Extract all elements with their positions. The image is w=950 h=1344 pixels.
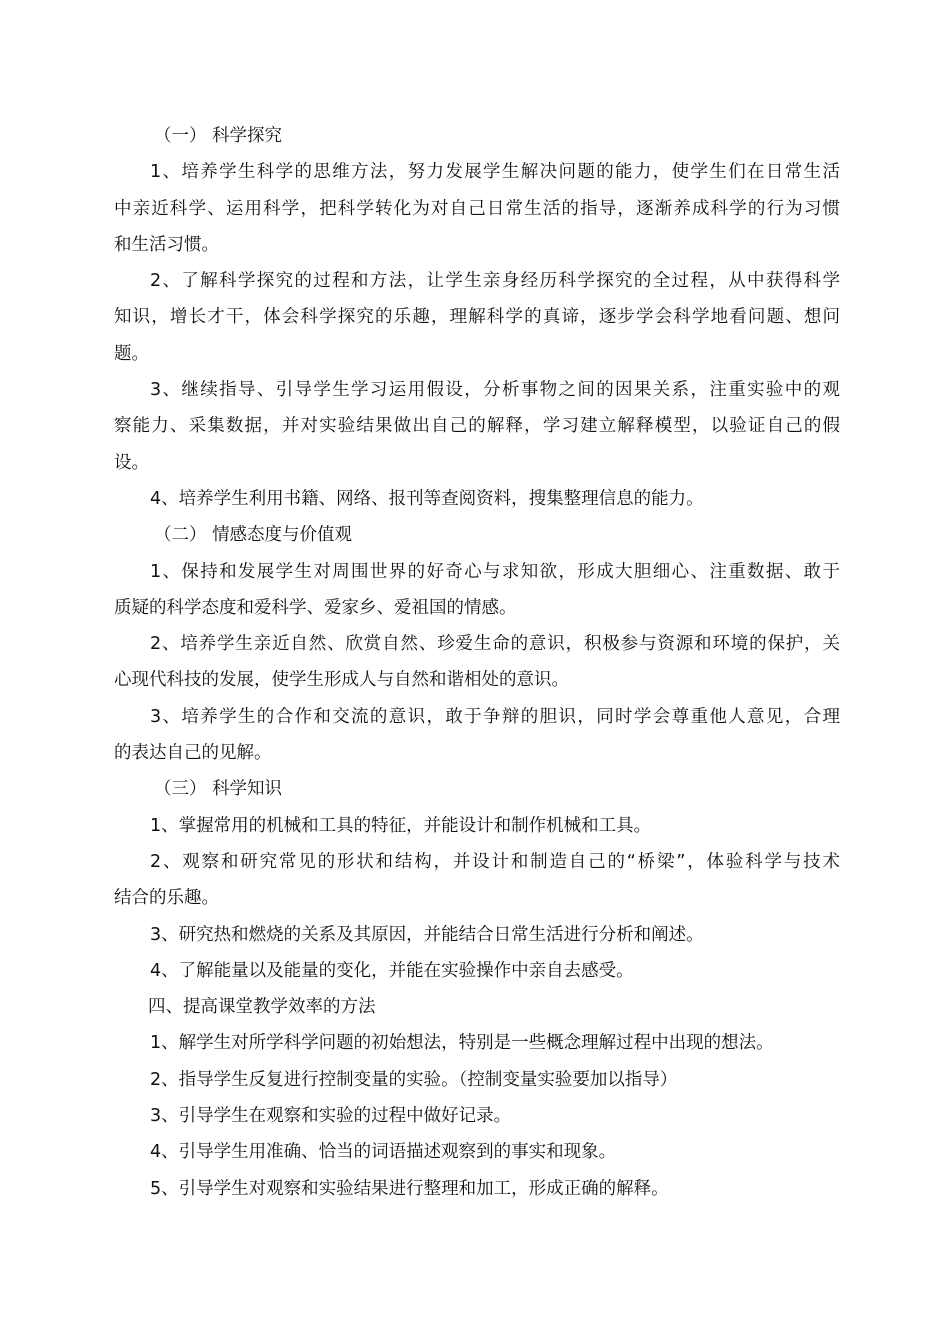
paragraph-line: 5、引导学生对观察和实验结果进行整理和加工，形成正确的解释。 [150, 1178, 669, 1199]
paragraph-line: 1、掌握常用的机械和工具的特征，并能设计和制作机械和工具。 [150, 815, 652, 836]
document-body [114, 118, 840, 1207]
paragraph-line: 3、继续指导、引导学生学习运用假设，分析事物之间的因果关系，注重实验中的观 [150, 380, 840, 401]
paragraph-line: 的表达自己的见解。 [114, 743, 272, 764]
paragraph-line: 结合的乐趣。 [114, 888, 219, 909]
paragraph-line: 4、引导学生用准确、恰当的词语描述观察到的事实和现象。 [150, 1142, 617, 1163]
paragraph-line: 设。 [114, 452, 149, 473]
paragraph-line: 和生活习惯。 [114, 234, 219, 255]
paragraph-line: 2、观察和研究常见的形状和结构，并设计和制造自己的“桥梁”，体验科学与技术 [150, 851, 840, 872]
section-heading-science-knowledge: （三） 科学知识 [154, 779, 283, 800]
paragraph-line: 2、了解科学探究的过程和方法，让学生亲身经历科学探究的全过程，从中获得科学 [150, 271, 840, 292]
paragraph-line: 3、研究热和燃烧的关系及其原因，并能结合日常生活进行分析和阐述。 [150, 924, 704, 945]
paragraph-line: 3、培养学生的合作和交流的意识，敢于争辩的胆识，同时学会尊重他人意见，合理 [150, 706, 840, 727]
section-heading-teaching-efficiency: 四、提高课堂教学效率的方法 [148, 997, 376, 1018]
paragraph-line: 察能力、采集数据，并对实验结果做出自己的解释，学习建立解释模型，以验证自己的假 [114, 416, 840, 437]
paragraph-line: 题。 [114, 343, 149, 364]
paragraph-line: 中亲近科学、运用科学，把科学转化为对自己日常生活的指导，逐渐养成科学的行为习惯 [114, 198, 840, 219]
paragraph-line: 1、培养学生科学的思维方法，努力发展学生解决问题的能力，使学生们在日常生活 [150, 162, 840, 183]
paragraph-line: 2、培养学生亲近自然、欣赏自然、珍爱生命的意识，积极参与资源和环境的保护，关 [150, 634, 840, 655]
paragraph-line: 3、引导学生在观察和实验的过程中做好记录。 [150, 1106, 512, 1127]
paragraph-line: 4、培养学生利用书籍、网络、报刊等查阅资料，搜集整理信息的能力。 [150, 488, 704, 509]
paragraph-line: 1、保持和发展学生对周围世界的好奇心与求知欲，形成大胆细心、注重数据、敢于 [150, 561, 840, 582]
paragraph-line: 心现代科技的发展，使学生形成人与自然和谐相处的意识。 [114, 670, 569, 691]
paragraph-line: 2、指导学生反复进行控制变量的实验。（控制变量实验要加以指导） [150, 1069, 678, 1090]
paragraph-line: 知识，增长才干，体会科学探究的乐趣，理解科学的真谛，逐步学会科学地看问题、想问 [114, 307, 840, 328]
paragraph-line: 质疑的科学态度和爱科学、爱家乡、爱祖国的情感。 [114, 597, 517, 618]
paragraph-line: 4、了解能量以及能量的变化，并能在实验操作中亲自去感受。 [150, 960, 634, 981]
section-heading-attitudes-values: （二） 情感态度与价值观 [154, 525, 353, 546]
section-heading-science-inquiry: （一） 科学探究 [154, 126, 283, 146]
paragraph-line: 1、解学生对所学科学问题的初始想法，特别是一些概念理解过程中出现的想法。 [150, 1033, 774, 1054]
